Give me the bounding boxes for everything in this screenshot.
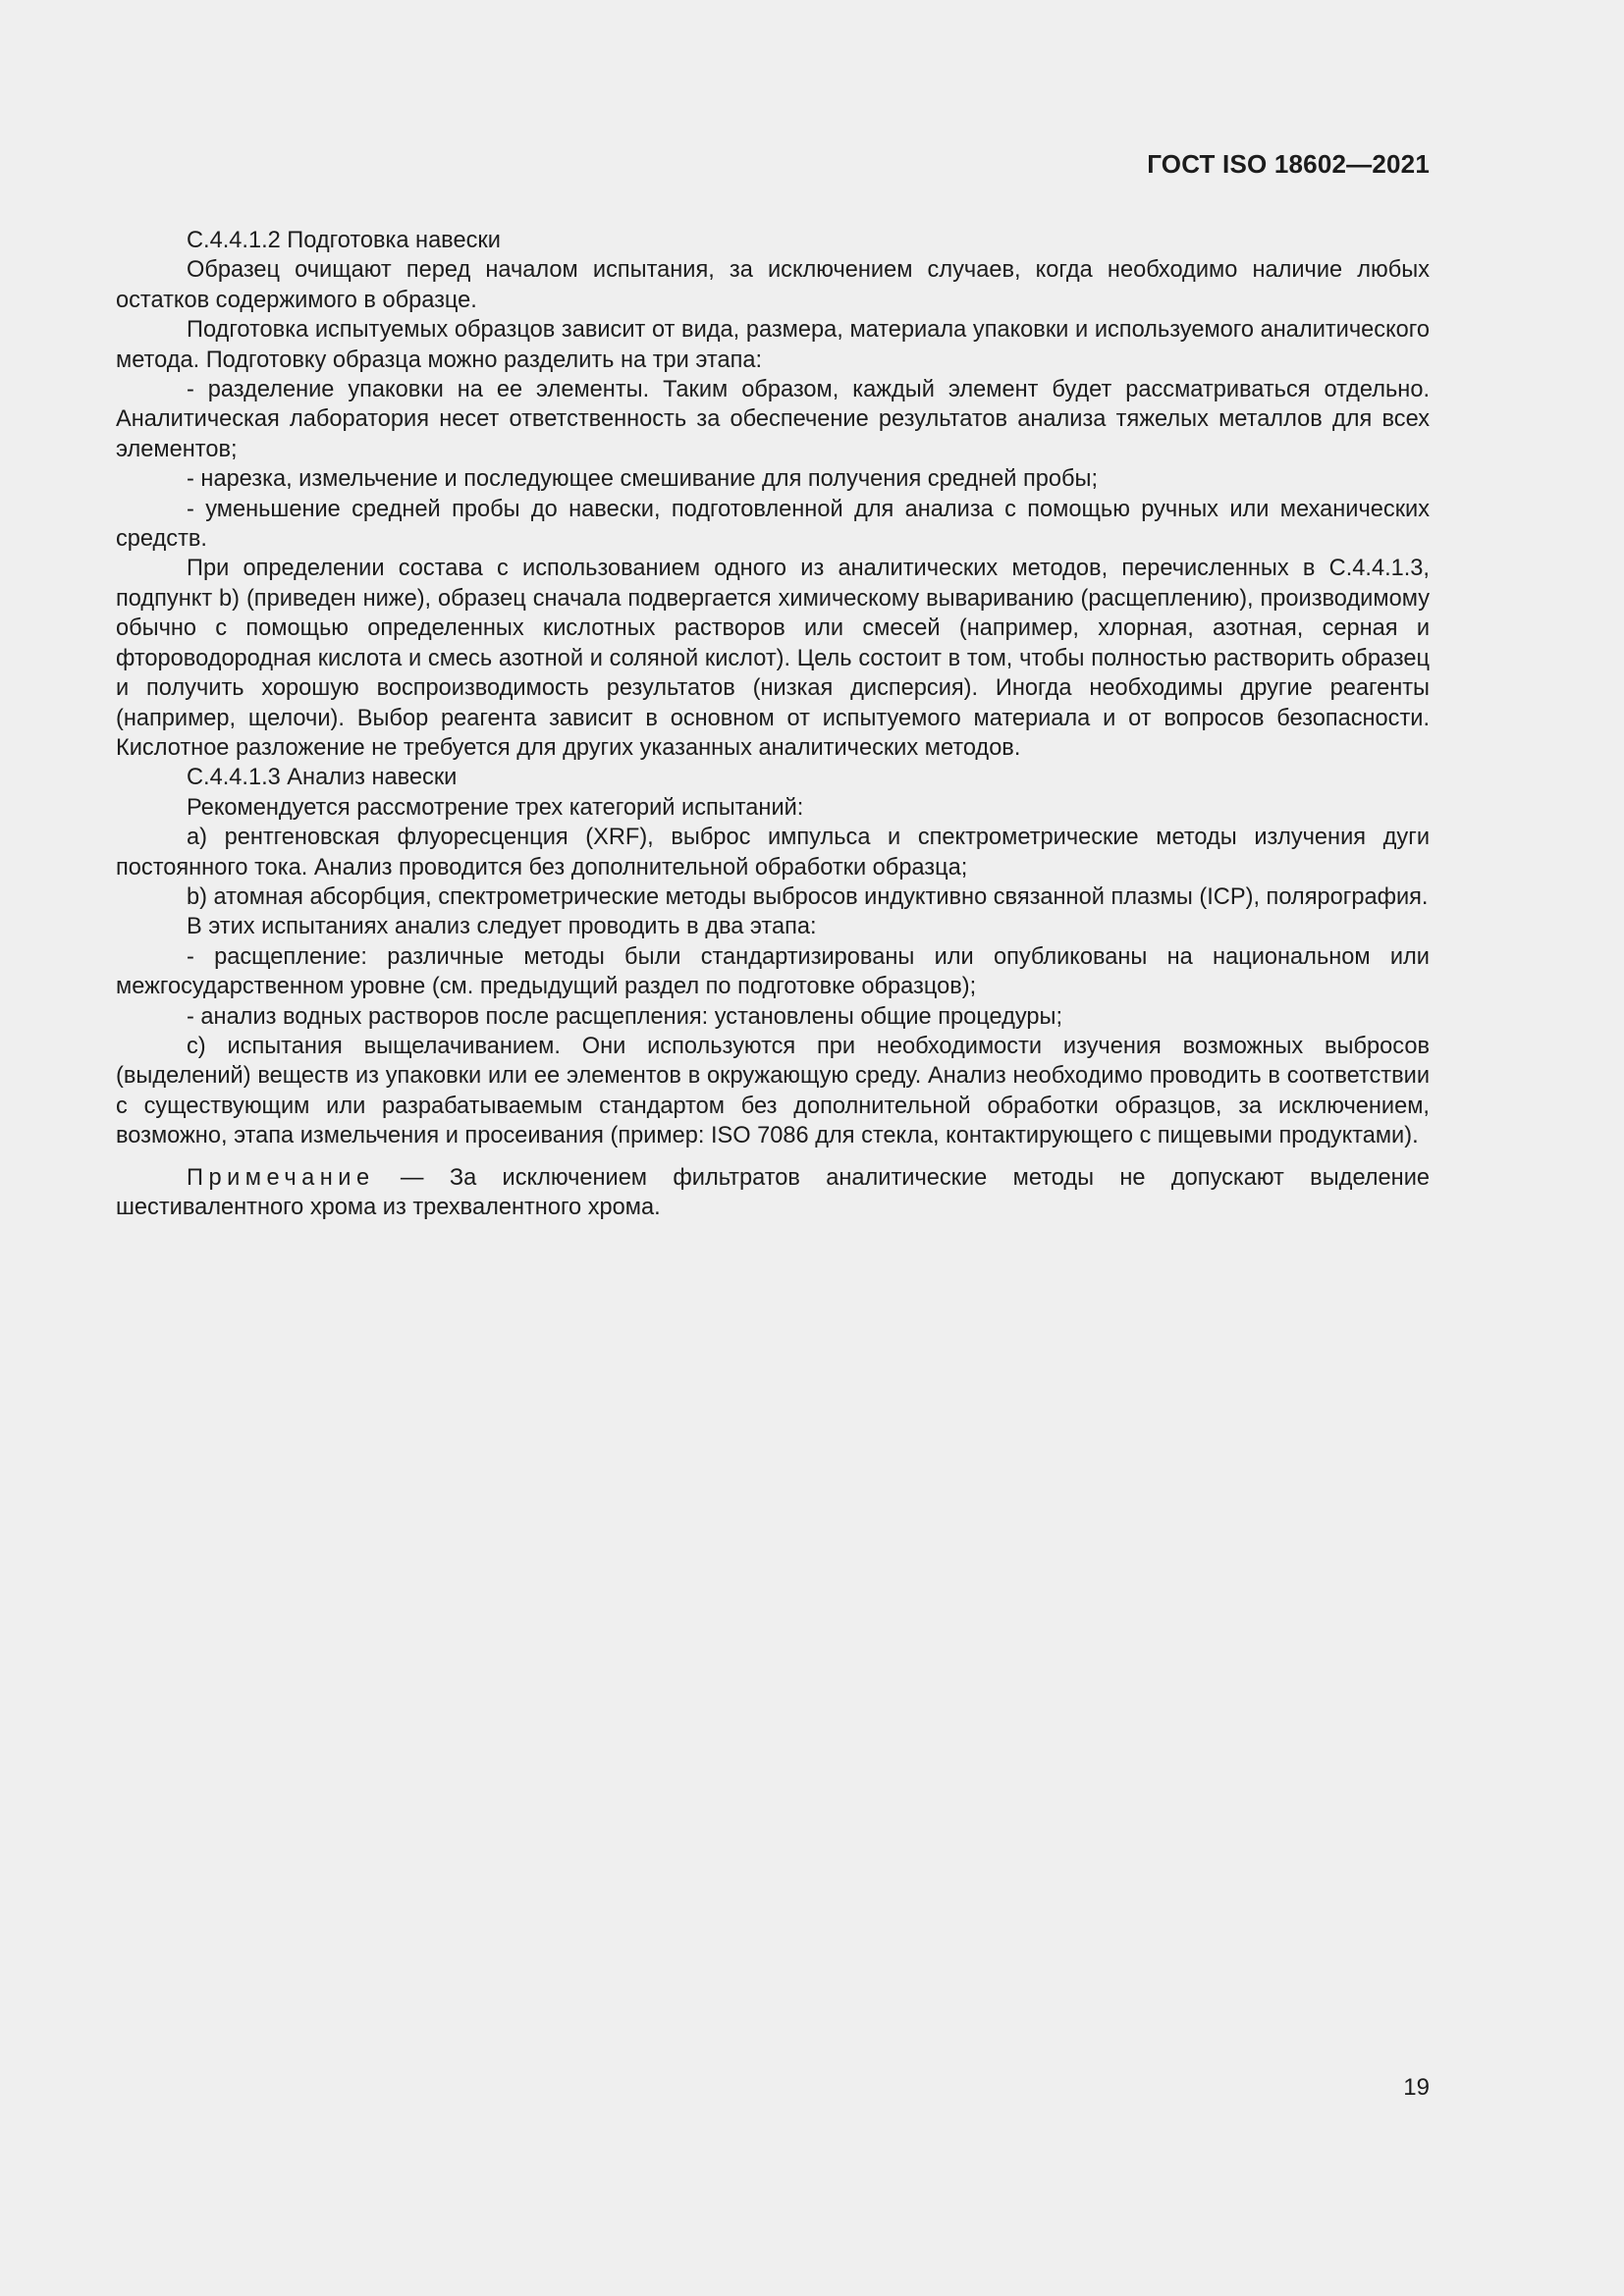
list-item: - разделение упаковки на ее элементы. Таким образом, каждый элемент будет рассматриваться отдельно. Аналитическая лаборатория несет ответственность за обеспечение результатов анализа тяжелых металлов для всех элементов; [116, 377, 1430, 462]
subsection-heading: С.4.4.1.2 Подготовка навески [187, 228, 501, 253]
note-label: Примечание [187, 1164, 375, 1191]
document-body [116, 226, 1430, 1222]
list-item: - расщепление: различные методы были стандартизированы или опубликованы на национальном или межгосударственном уровне (см. предыдущий раздел по подготовке образцов); [116, 943, 1430, 1000]
list-item: a) рентгеновская флуоресценция (XRF), выброс импульса и спектрометрические методы излучения дуги постоянного тока. Анализ проводится без дополнительной обработки образца; [116, 825, 1430, 881]
body-paragraph: Подготовка испытуемых образцов зависит от вида, размера, материала упаковки и используемого аналитического метода. Подготовку образца можно разделить на три этапа: [116, 317, 1430, 373]
note-paragraph [116, 1163, 1430, 1223]
list-item: - нарезка, измельчение и последующее смешивание для получения средней пробы; [187, 466, 1099, 493]
body-paragraph: Рекомендуется рассмотрение трех категорий испытаний: [187, 794, 804, 821]
list-item: c) испытания выщелачиванием. Они используются при необходимости изучения возможных выбросов (выделений) веществ из упаковки или ее элементов в окружающую среду. Анализ необходимо проводить в соответствии с существующим или разрабатываемым стандартом без дополнительной обработки образцов, за исключением, возможно, этапа измельчения и просеивания (пример: ISO 7086 для стекла, контактирующего с пищевыми продуктами). [116, 1033, 1430, 1149]
list-item: - анализ водных растворов после расщепления: установлены общие процедуры; [187, 1003, 1063, 1030]
page-number: 19 [1403, 2074, 1430, 2101]
note-text: — За исключением фильтратов аналитические методы не допускают выделение шестивалентного хрома из трехвалентного хрома. [116, 1164, 1430, 1220]
subsection-heading: С.4.4.1.3 Анализ навески [187, 765, 458, 791]
body-paragraph: В этих испытаниях анализ следует проводить в два этапа: [187, 914, 817, 940]
body-paragraph: При определении состава с использованием одного из аналитических методов, перечисленных в С.4.4.1.3, подпункт b) (приведен ниже), образец сначала подвергается химическому вывариванию (расщеплению), производимому обычно с помощью определенных кислотных растворов или смесей (например, хлорная, азотная, серная и фтороводородная кислота и смесь азотной и соляной кислот). Цель состоит в том, чтобы полностью растворить образец и получить хорошую воспроизводимость результатов (низкая дисперсия). Иногда необходимы другие реагенты (например, щелочи). Выбор реагента зависит в основном от испытуемого материала и от вопросов безопасности. Кислотное разложение не требуется для других указанных аналитических методов. [116, 556, 1430, 761]
document-code-header: ГОСТ ISO 18602—2021 [1147, 149, 1430, 179]
body-paragraph: Образец очищают перед началом испытания, за исключением случаев, когда необходимо наличие любых остатков содержимого в образце. [116, 257, 1430, 313]
list-item: - уменьшение средней пробы до навески, подготовленной для анализа с помощью ручных или механических средств. [116, 496, 1430, 553]
list-item: b) атомная абсорбция, спектрометрические методы выбросов индуктивно связанной плазмы (ICP), полярография. [187, 883, 1429, 910]
